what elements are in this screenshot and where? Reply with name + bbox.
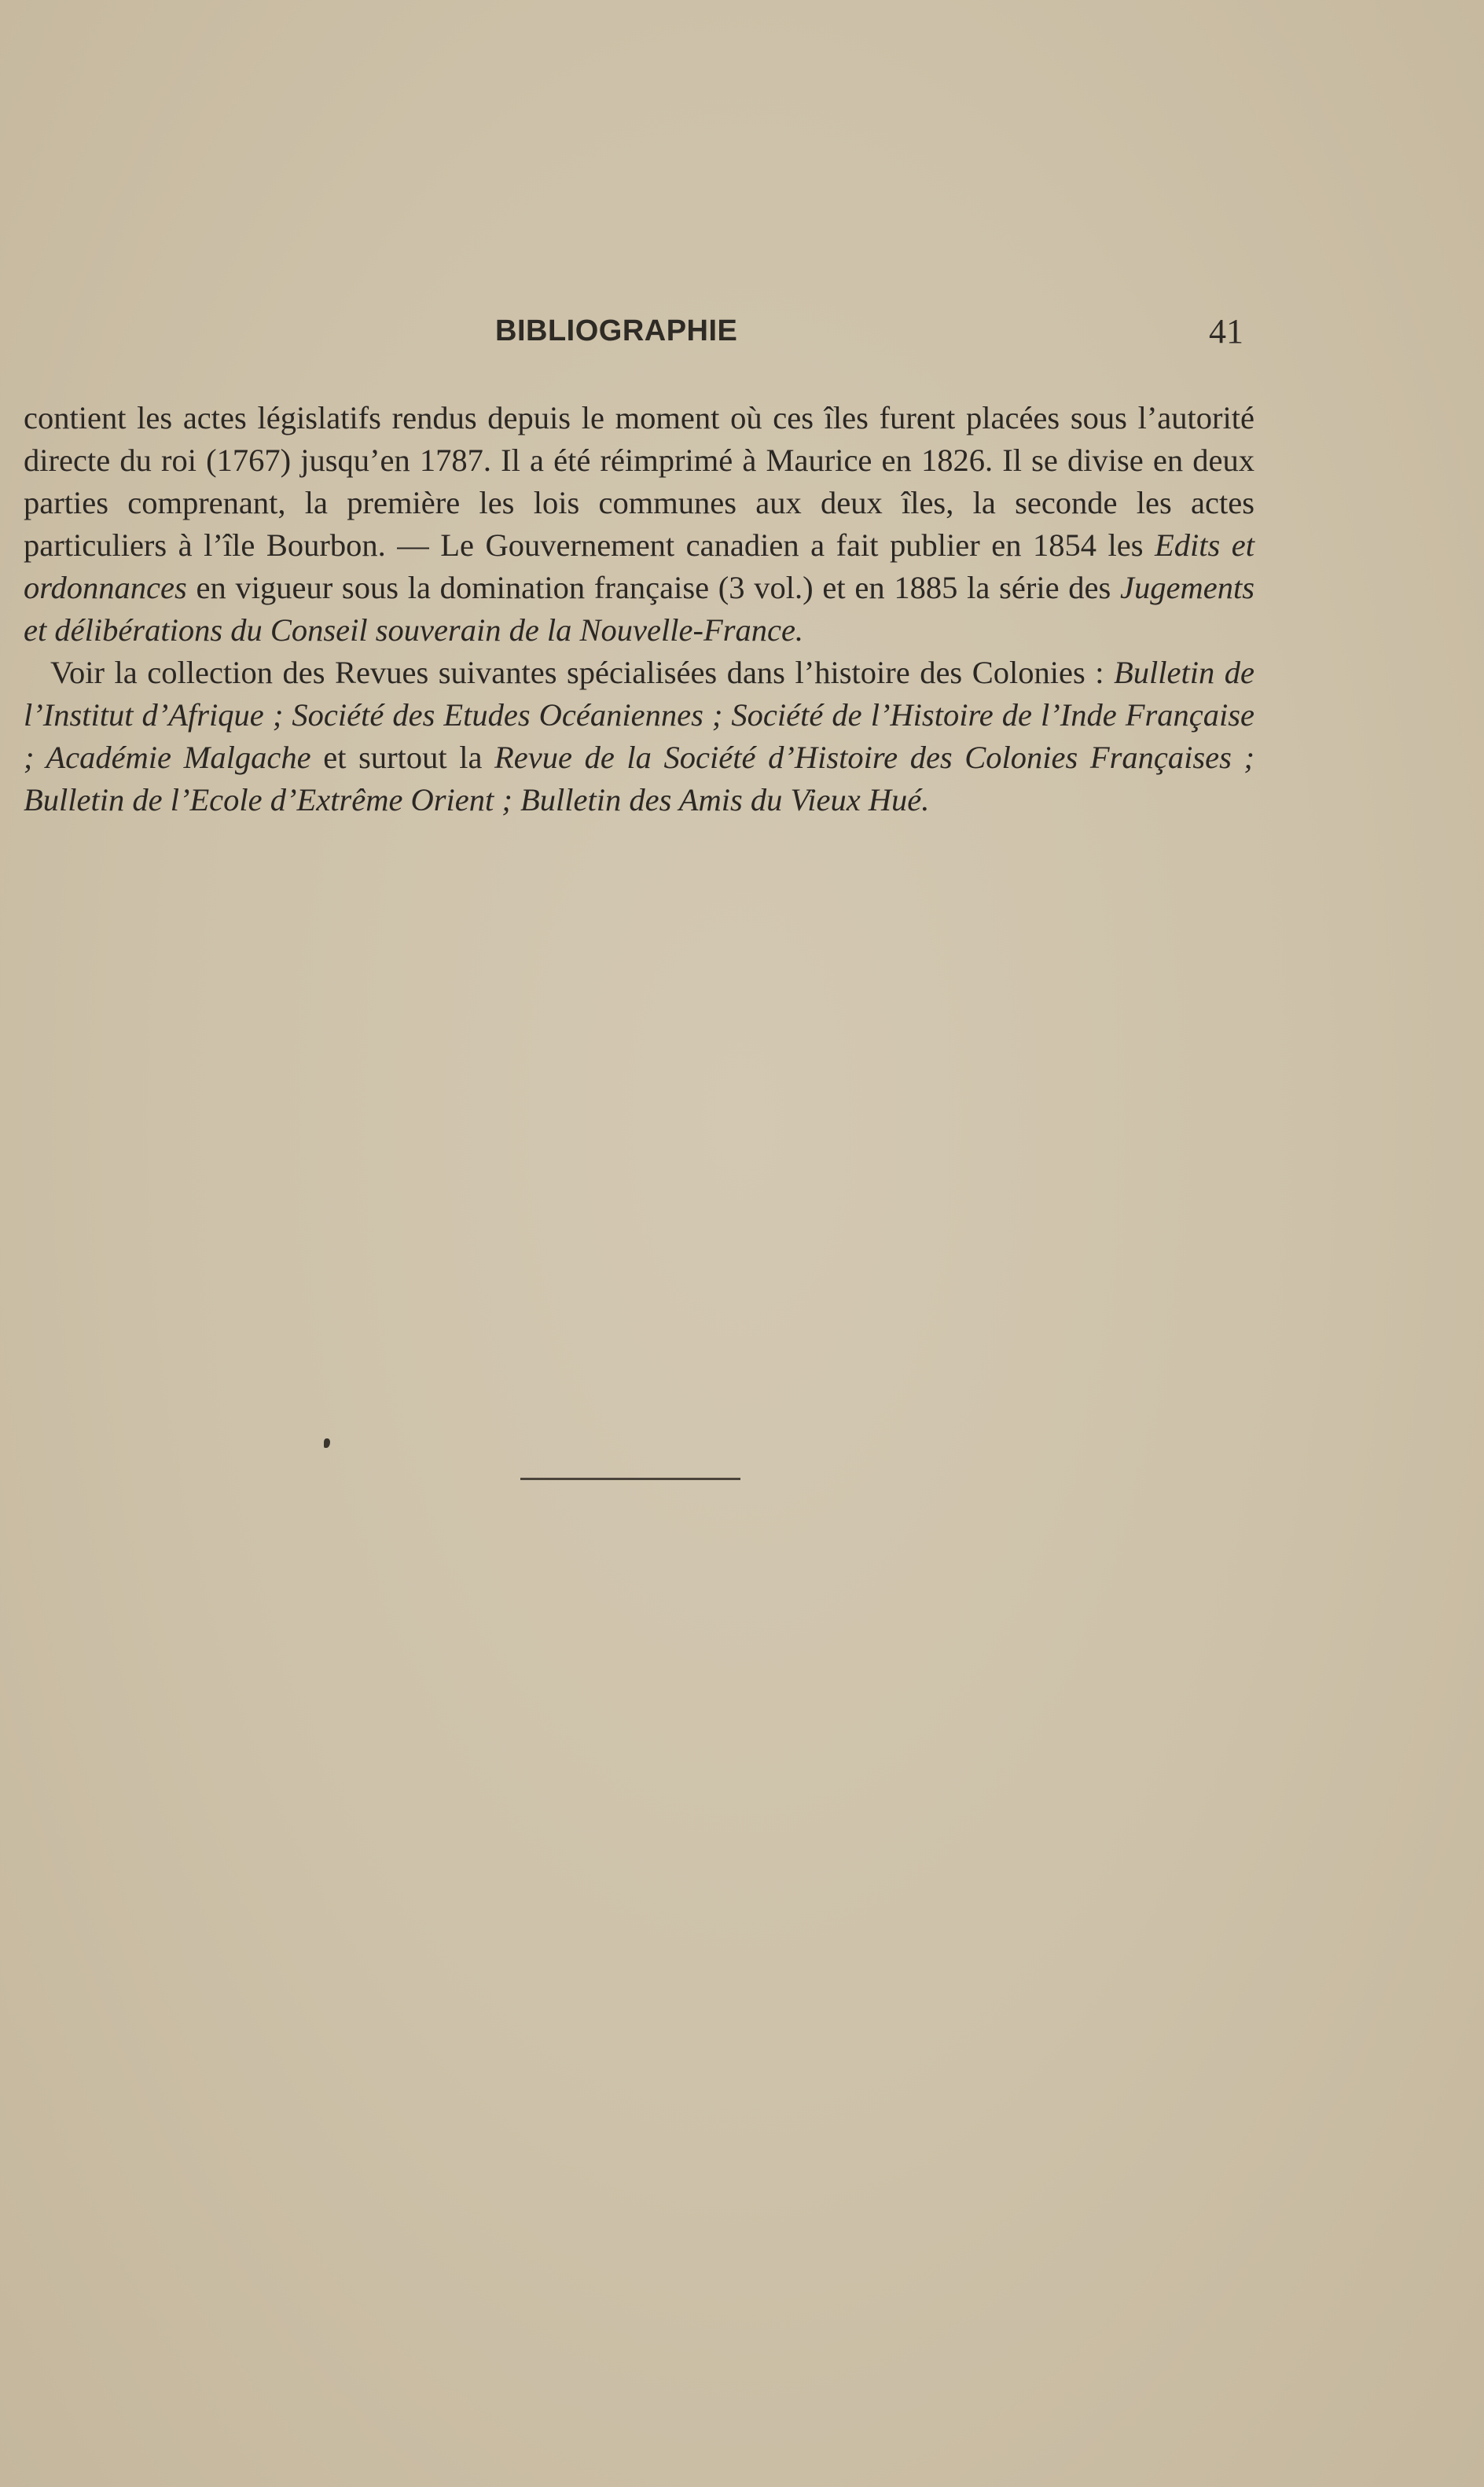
page-number: 41 (1209, 312, 1243, 351)
paragraph-1-italic-jugements: Jugements et délibérations du Conseil souverain de la Nouvelle-France. (24, 570, 1254, 648)
paragraph-2-text-b: et surtout la (310, 740, 495, 775)
paragraph-1-text-a: contient les actes législatifs rendus depuis le moment où ces îles furent placées sous l’autorité directe du roi (1767) jusqu’en 1787. Il a été réimprimé à Maurice en 1826. Il se divise en deux parties comprenant, la première les lois communes aux deux îles, la seconde les actes particuliers à l’île Bourbon. — Le Gouvernement canadien a fait publier en 1854 les (24, 400, 1254, 563)
ink-speck (324, 1438, 330, 1448)
paragraph-1-italic-edits: Edits et ordonnances (24, 527, 1255, 605)
paragraph-1-text-b: en vigueur sous la domination française (3 vol.) et en 1885 la série des (186, 570, 1121, 605)
body-text (24, 397, 1254, 821)
paragraph-2 (24, 652, 1254, 821)
section-end-rule (520, 1478, 740, 1480)
paragraph-2-italic-reviews: Bulletin de l’Institut d’Afrique ; Société des Etudes Océaniennes ; Société de l’Histoire de l’Inde Française ; Académie Malgache (24, 655, 1254, 775)
paragraph-2-text-a: Voir la collection des Revues suivantes spécialisées dans l’histoire des Colonies : (50, 655, 1115, 690)
paragraph-2-italic-revue: Revue de la Société d’Histoire des Colonies Françaises ; Bulletin de l’Ecole d’Extrême Orient ; Bulletin des Amis du Vieux Hué. (24, 740, 1254, 817)
running-title: BIBLIOGRAPHIE (495, 314, 738, 347)
page-header (0, 307, 1484, 354)
paragraph-1 (24, 397, 1254, 652)
